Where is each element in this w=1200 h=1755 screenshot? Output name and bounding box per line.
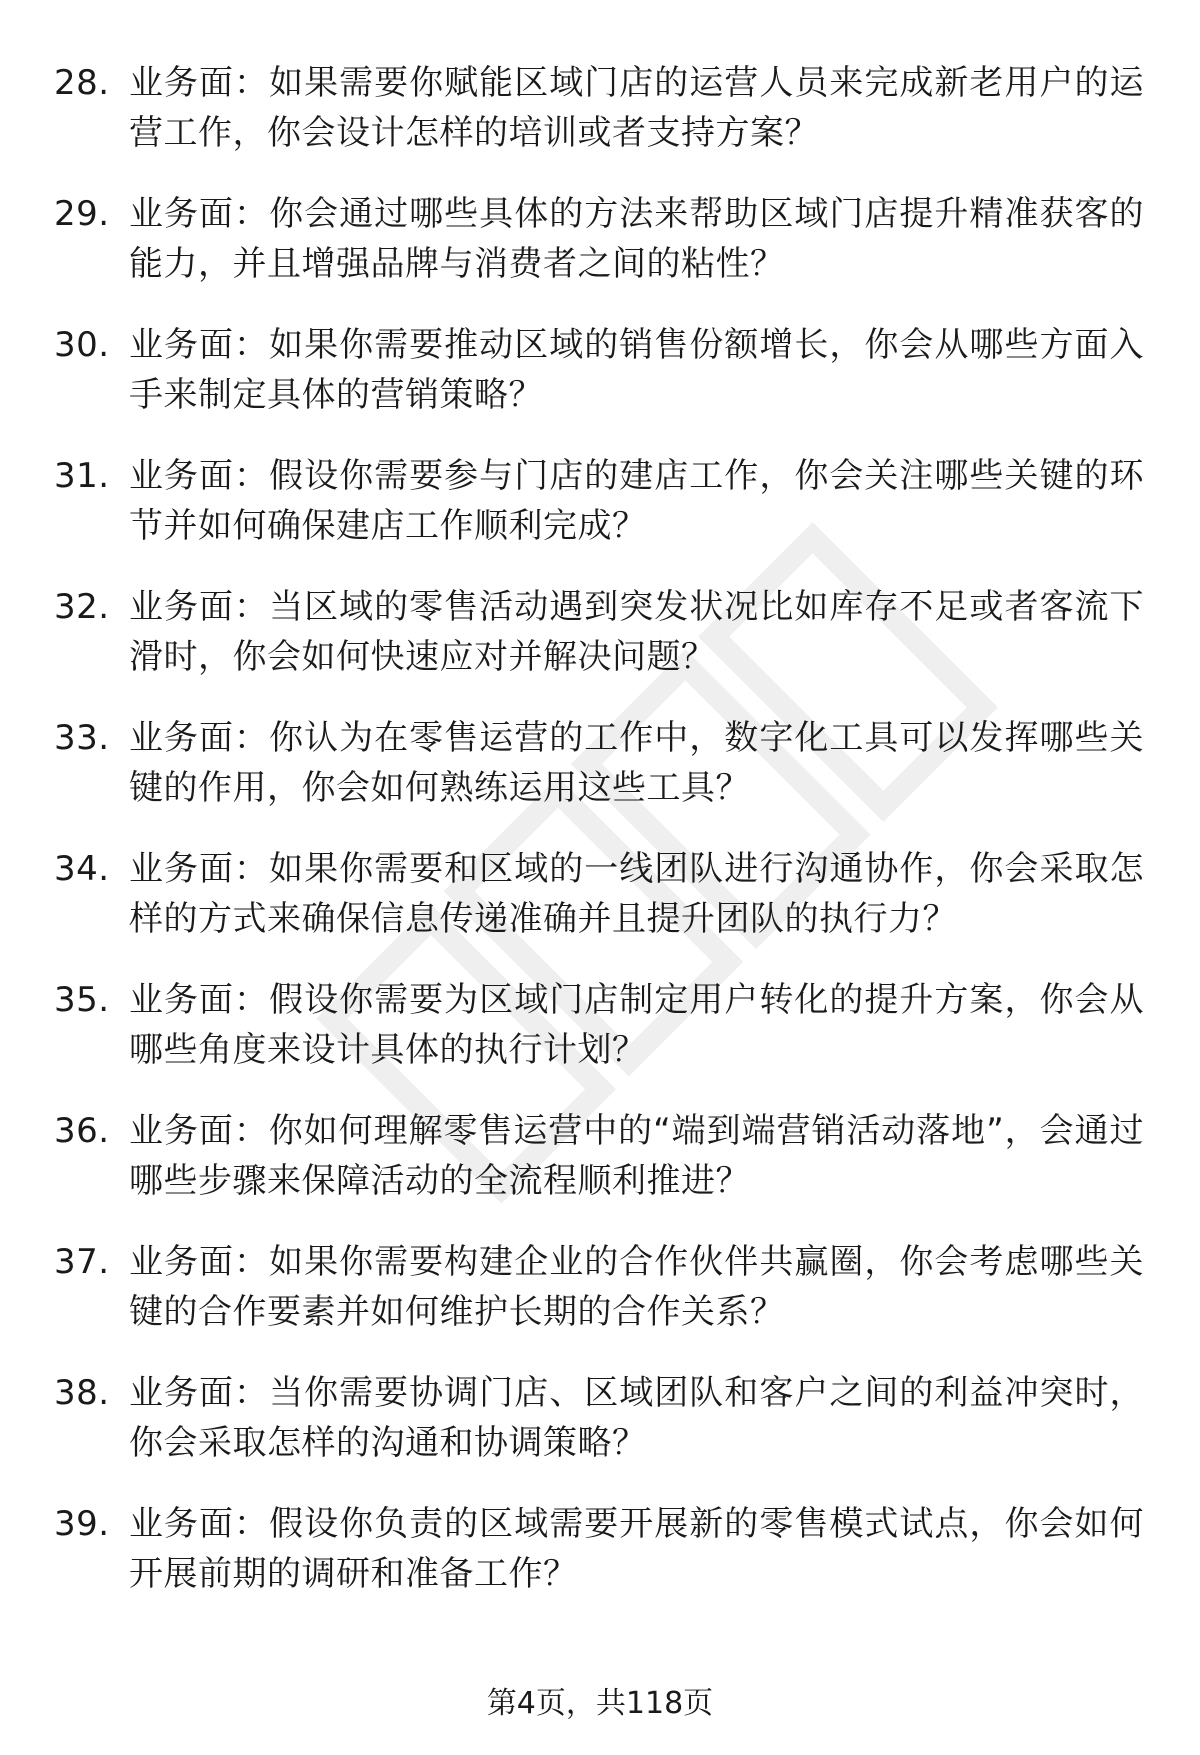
question-text: 业务面：当你需要协调门店、区域团队和客户之间的利益冲突时，你会采取怎样的沟通和协调策略？ — [129, 1373, 1144, 1463]
question-text: 业务面：如果你需要推动区域的销售份额增长，你会从哪些方面入手来制定具体的营销策略？ — [129, 325, 1144, 415]
list-item — [0, 713, 1200, 844]
question-number: 33. — [54, 718, 110, 758]
list-item — [0, 58, 1200, 189]
list-item — [0, 1106, 1200, 1237]
question-text: 业务面：当区域的零售活动遇到突发状况比如库存不足或者客流下滑时，你会如何快速应对并解决问题？ — [129, 587, 1144, 677]
list-item — [0, 844, 1200, 975]
question-number: 30. — [54, 325, 110, 365]
question-number: 39. — [54, 1504, 110, 1544]
question-number: 38. — [54, 1373, 110, 1413]
question-text: 业务面：如果你需要构建企业的合作伙伴共赢圈，你会考虑哪些关键的合作要素并如何维护长期的合作关系？ — [129, 1242, 1144, 1332]
question-text: 业务面：如果需要你赋能区域门店的运营人员来完成新老用户的运营工作，你会设计怎样的培训或者支持方案？ — [129, 63, 1144, 153]
question-number: 35. — [54, 980, 110, 1020]
question-text: 业务面：假设你负责的区域需要开展新的零售模式试点，你会如何开展前期的调研和准备工作？ — [129, 1504, 1144, 1594]
page-footer: 第4页，共118页 — [486, 1686, 714, 1721]
question-text: 业务面：你如何理解零售运营中的“端到端营销活动落地”，会通过哪些步骤来保障活动的全流程顺利推进？ — [129, 1111, 1144, 1201]
question-text: 业务面：假设你需要为区域门店制定用户转化的提升方案，你会从哪些角度来设计具体的执行计划？ — [129, 980, 1144, 1070]
list-item — [0, 1499, 1200, 1630]
question-number: 34. — [54, 849, 110, 889]
question-number: 29. — [54, 194, 110, 234]
list-item — [0, 1237, 1200, 1368]
question-text: 业务面：你认为在零售运营的工作中，数字化工具可以发挥哪些关键的作用，你会如何熟练运用这些工具？ — [129, 718, 1144, 808]
list-item — [0, 975, 1200, 1106]
question-number: 31. — [54, 456, 110, 496]
question-number: 37. — [54, 1242, 110, 1282]
question-text: 业务面：假设你需要参与门店的建店工作，你会关注哪些关键的环节并如何确保建店工作顺利完成？ — [129, 456, 1144, 546]
question-number: 32. — [54, 587, 110, 627]
list-item — [0, 451, 1200, 582]
question-text: 业务面：如果你需要和区域的一线团队进行沟通协作，你会采取怎样的方式来确保信息传递准确并且提升团队的执行力？ — [129, 849, 1144, 939]
list-item — [0, 189, 1200, 320]
question-text: 业务面：你会通过哪些具体的方法来帮助区域门店提升精准获客的能力，并且增强品牌与消费者之间的粘性？ — [129, 194, 1144, 284]
question-number: 36. — [54, 1111, 110, 1151]
question-list — [0, 58, 1200, 1630]
list-item — [0, 582, 1200, 713]
list-item — [0, 1368, 1200, 1499]
question-number: 28. — [54, 63, 110, 103]
list-item — [0, 320, 1200, 451]
